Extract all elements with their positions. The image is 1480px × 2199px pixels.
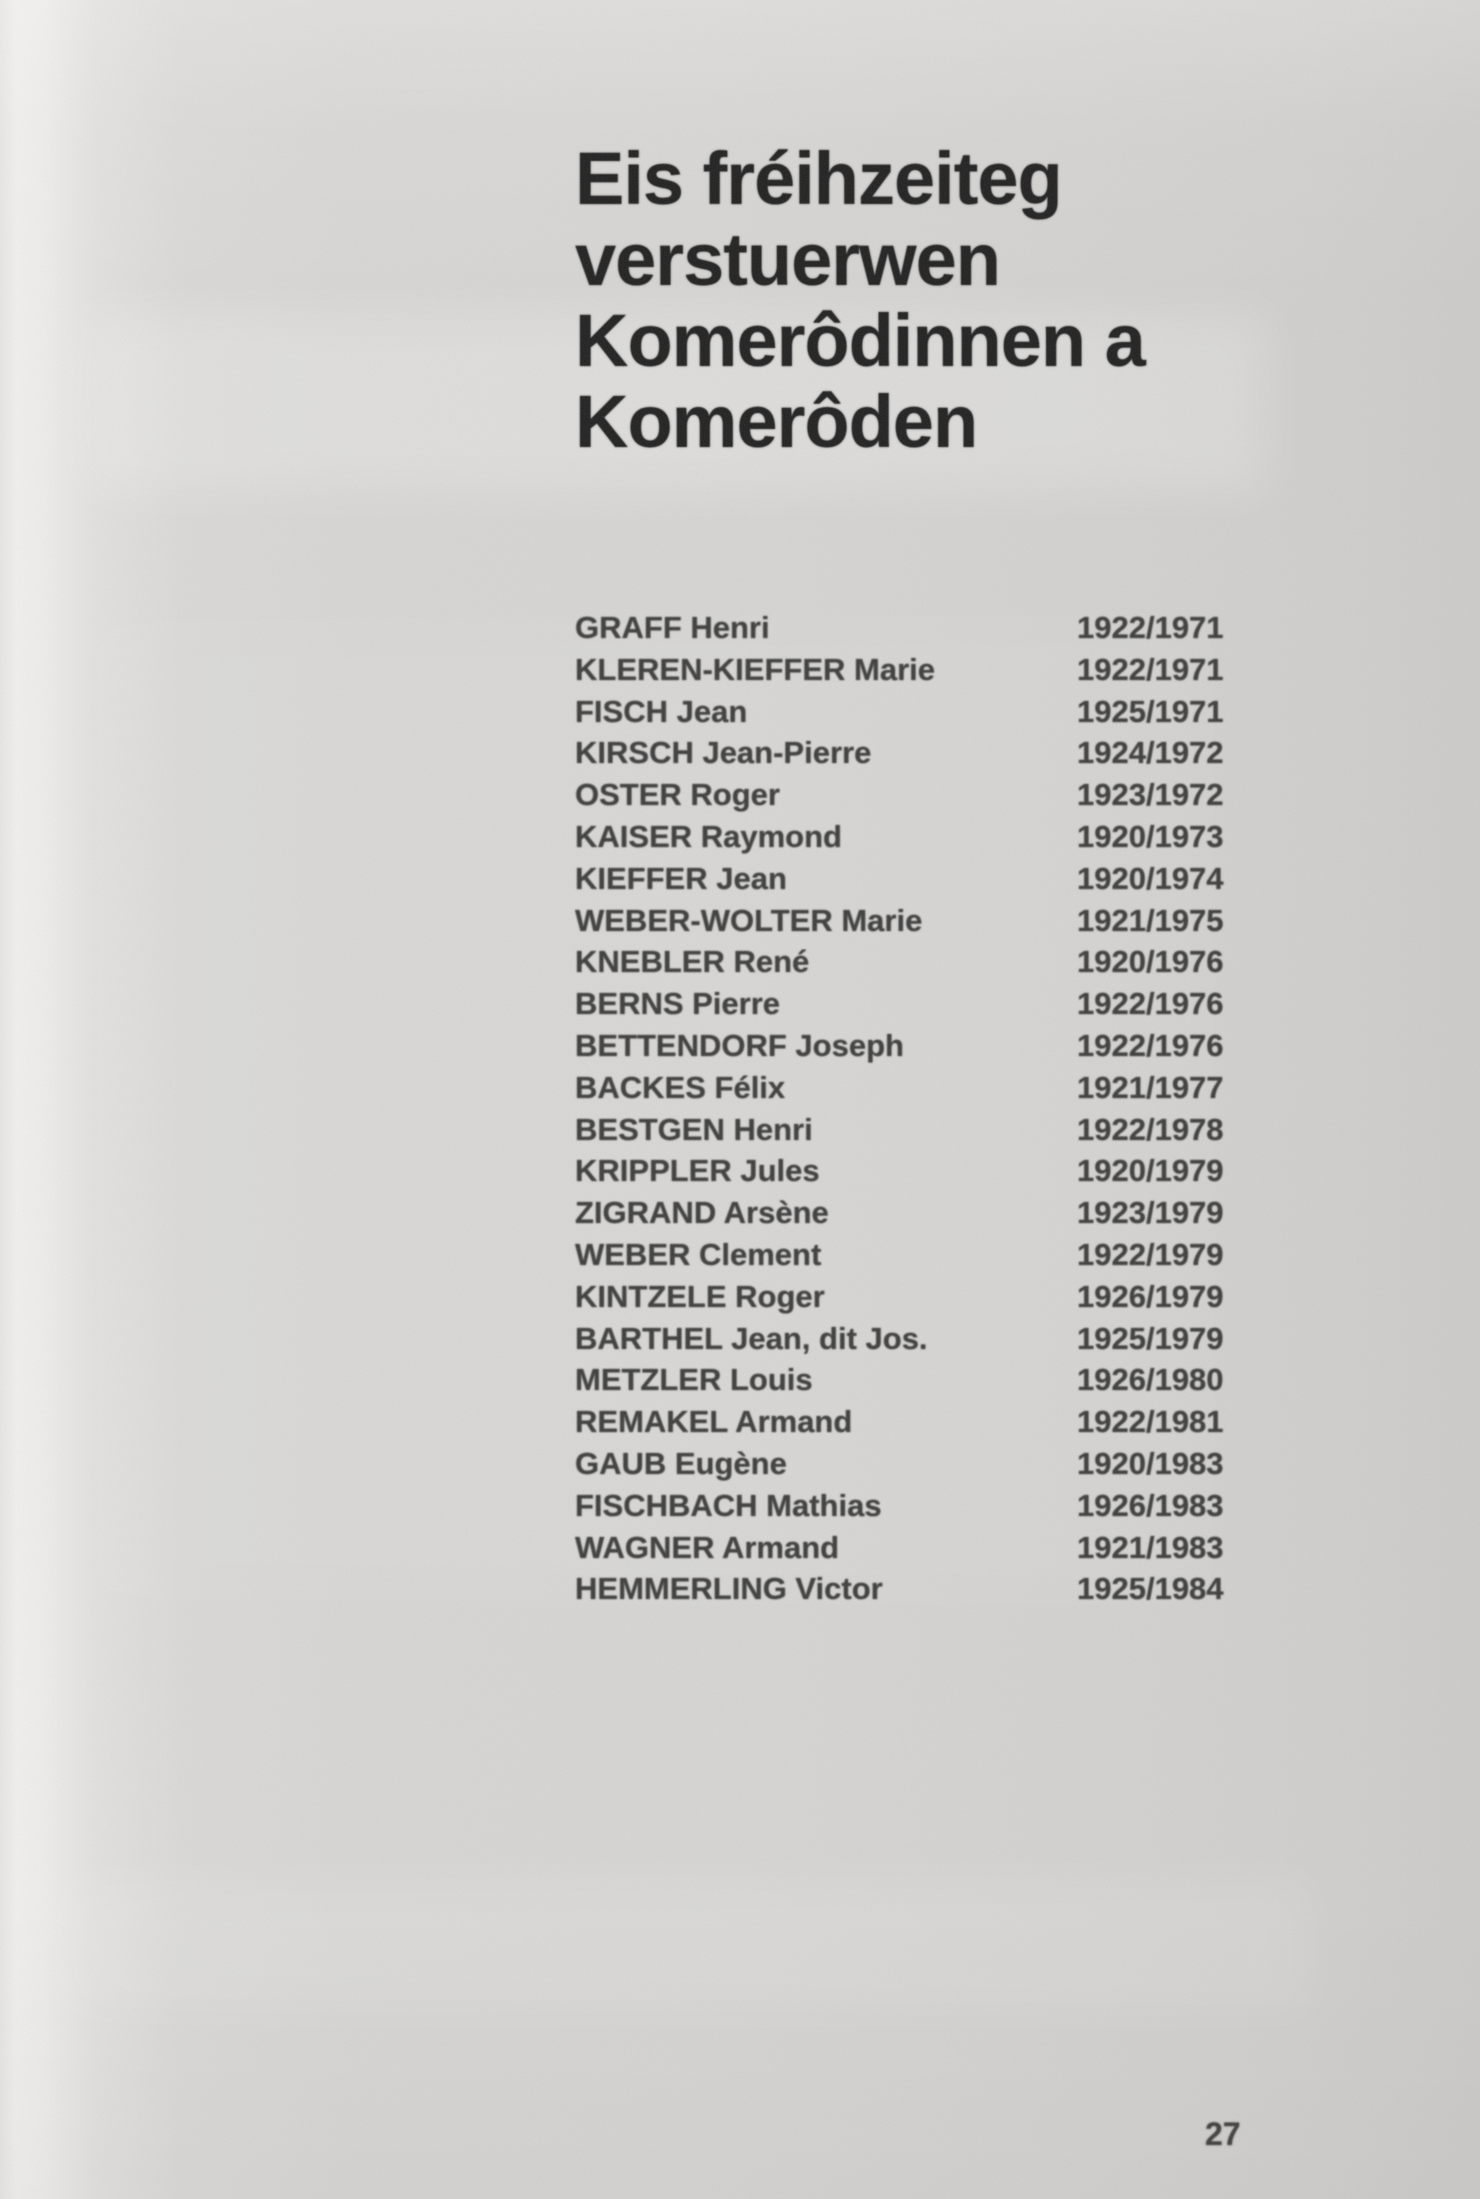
row-name: BETTENDORF Joseph xyxy=(575,1027,904,1063)
row-years: 1922/1971 xyxy=(1077,651,1224,687)
row-years: 1924/1972 xyxy=(1077,735,1224,771)
row-years: 1920/1973 xyxy=(1077,818,1224,854)
row-years: 1922/1971 xyxy=(1077,610,1224,645)
list-row xyxy=(575,1150,1315,1192)
row-name: KNEBLER René xyxy=(575,944,810,980)
row-name: HEMMERLING Victor xyxy=(575,1571,883,1607)
row-years: 1922/1976 xyxy=(1077,1027,1224,1063)
row-years: 1921/1977 xyxy=(1077,1069,1224,1105)
row-name: KINTZELE Roger xyxy=(575,1278,825,1314)
row-years: 1920/1983 xyxy=(1077,1445,1224,1481)
row-name: KIRSCH Jean-Pierre xyxy=(575,735,872,771)
row-years: 1922/1981 xyxy=(1077,1404,1224,1440)
row-name: REMAKEL Armand xyxy=(575,1404,853,1440)
row-name: KRIPPLER Jules xyxy=(575,1153,820,1189)
row-years: 1926/1983 xyxy=(1077,1487,1224,1523)
scan-light-band-lower xyxy=(60,1880,1310,2010)
row-name: BARTHEL Jean, dit Jos. xyxy=(575,1320,928,1356)
row-years: 1922/1979 xyxy=(1077,1236,1224,1272)
list-row xyxy=(575,816,1315,858)
page-title-line-1: Eis fréihzeiteg xyxy=(575,137,1062,220)
row-years: 1922/1978 xyxy=(1077,1111,1224,1147)
row-name: KLEREN-KIEFFER Marie xyxy=(575,651,935,687)
list-row xyxy=(575,774,1315,816)
list-row xyxy=(575,1067,1315,1109)
list-row xyxy=(575,941,1315,983)
list-row xyxy=(575,1359,1315,1401)
list-row xyxy=(575,1401,1315,1443)
row-years: 1925/1984 xyxy=(1077,1571,1224,1607)
row-name: WEBER-WOLTER Marie xyxy=(575,902,923,938)
row-years: 1926/1979 xyxy=(1077,1278,1224,1314)
row-name: KAISER Raymond xyxy=(575,818,842,854)
page-title-line-2: verstuerwen xyxy=(575,218,1000,301)
list-row xyxy=(575,983,1315,1025)
list-row xyxy=(575,1568,1315,1610)
row-name: BERNS Pierre xyxy=(575,986,781,1022)
row-name: KIEFFER Jean xyxy=(575,860,787,896)
row-name: GRAFF Henri xyxy=(575,610,770,645)
row-years: 1920/1974 xyxy=(1077,860,1224,896)
row-name: FISCHBACH Mathias xyxy=(575,1487,882,1523)
list-row xyxy=(575,607,1315,649)
row-name: FISCH Jean xyxy=(575,693,748,729)
row-years: 1926/1980 xyxy=(1077,1362,1224,1398)
row-name: OSTER Roger xyxy=(575,777,780,813)
row-years: 1921/1983 xyxy=(1077,1529,1224,1565)
list-row xyxy=(575,1109,1315,1151)
list-row xyxy=(575,649,1315,691)
list-row xyxy=(575,1443,1315,1485)
row-name: WEBER Clement xyxy=(575,1236,822,1272)
page-title-line-3: Komerôdinnen a xyxy=(575,299,1145,382)
list-row xyxy=(575,1192,1315,1234)
list-row xyxy=(575,691,1315,733)
row-years: 1923/1972 xyxy=(1077,777,1224,813)
row-years: 1920/1979 xyxy=(1077,1153,1224,1189)
list-row xyxy=(575,1234,1315,1276)
row-years: 1921/1975 xyxy=(1077,902,1224,938)
row-name: WAGNER Armand xyxy=(575,1529,840,1565)
list-row xyxy=(575,1276,1315,1318)
row-years: 1920/1976 xyxy=(1077,944,1224,980)
memorial-list xyxy=(575,607,1315,1610)
row-name: METZLER Louis xyxy=(575,1362,813,1398)
list-row xyxy=(575,1527,1315,1569)
page-title xyxy=(575,138,1145,462)
page-title-line-4: Komerôden xyxy=(575,380,978,463)
row-years: 1925/1979 xyxy=(1077,1320,1224,1356)
row-years: 1923/1979 xyxy=(1077,1195,1224,1231)
page-number: 27 xyxy=(1205,2116,1241,2152)
list-row xyxy=(575,858,1315,900)
list-row xyxy=(575,1485,1315,1527)
row-years: 1922/1976 xyxy=(1077,986,1224,1022)
row-name: GAUB Eugène xyxy=(575,1445,787,1481)
list-row xyxy=(575,732,1315,774)
list-row xyxy=(575,1025,1315,1067)
list-row xyxy=(575,900,1315,942)
row-name: BESTGEN Henri xyxy=(575,1111,813,1147)
list-row xyxy=(575,1318,1315,1360)
row-name: ZIGRAND Arsène xyxy=(575,1195,829,1231)
row-name: BACKES Félix xyxy=(575,1069,786,1105)
row-years: 1925/1971 xyxy=(1077,693,1224,729)
